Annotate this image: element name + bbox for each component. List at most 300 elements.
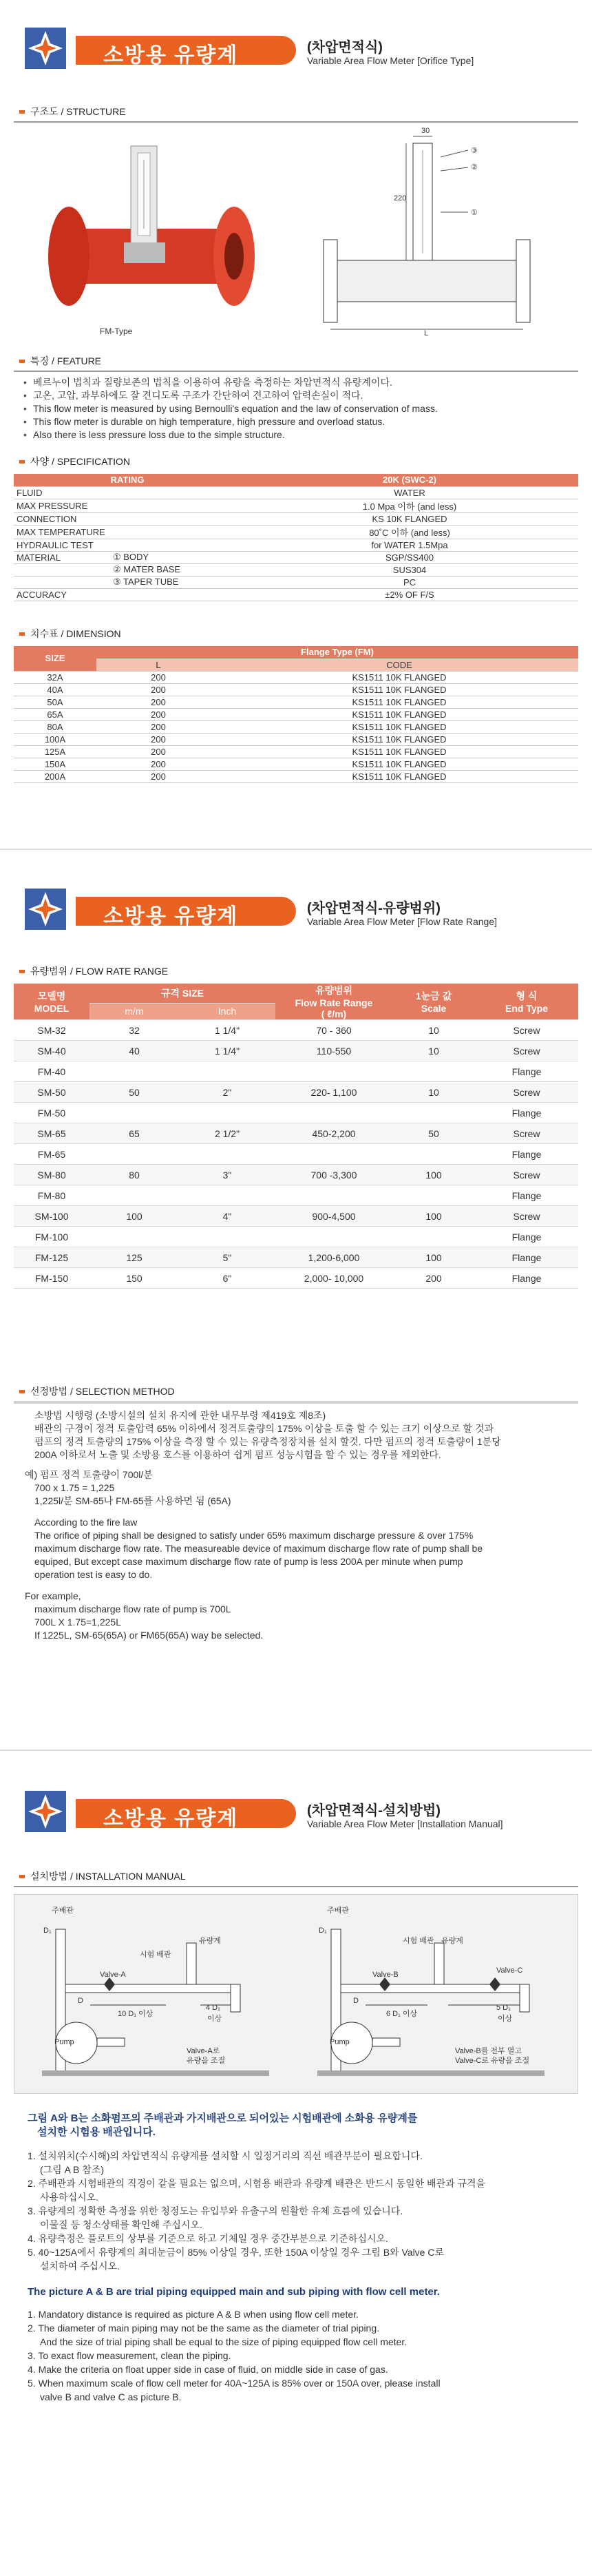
flow-type: Flange: [475, 1185, 578, 1206]
spec-sublabel: ① BODY: [110, 551, 241, 563]
spec-label: ACCURACY: [14, 588, 110, 601]
flow-header-row: [14, 984, 578, 1003]
flow-range: [275, 1144, 392, 1165]
dim-l: 200: [96, 758, 220, 770]
divider: [14, 121, 578, 123]
selection-ko-2: 배관의 구경이 정격 토출압력 65% 이하에서 정격토출량의 175% 이상을 토출 할 수 있는 크기 이상으로 할 것과: [34, 1423, 494, 1434]
spec-header-value: 20K (SWC-2): [241, 474, 578, 486]
b-flowmeter: 유량계: [441, 1937, 463, 1945]
section-banner-1: [0, 0, 592, 90]
spec-label: HYDRAULIC TEST: [14, 539, 110, 551]
install-ko-item: 5. 40~125A에서 유량계의 최대눈금이 85% 이상일 경우, 또한 150A 이상일 경우 그림 B와 Valve C로: [28, 2247, 444, 2258]
install-ko-item: (그림 A B 참조): [40, 2164, 104, 2175]
flow-mm: 100: [89, 1206, 179, 1227]
spec-header-row: [14, 474, 578, 486]
selection-ex-en-title: For example,: [25, 1590, 81, 1601]
selection-ko-4: 200A 이하로서 노출 및 소방용 호스를 이용하여 쉽게 펌프 성능시험을 할 수 있는 경우를 제외한다.: [34, 1449, 441, 1460]
a-valve-note2: 유량을 조절: [187, 2057, 226, 2065]
install-en-item: 4. Make the criteria on float upper side in case of fluid, on middle side in case of gas.: [28, 2364, 388, 2375]
flow-range: 700 -3,300: [275, 1165, 392, 1185]
dim-size: 40A: [14, 683, 96, 696]
spec-value: for WATER 1.5Mpa: [241, 539, 578, 551]
company-logo-icon: [25, 1791, 66, 1832]
a-four-d: 4 D₁: [206, 2004, 220, 2012]
flow-row: [14, 1041, 578, 1061]
flow-range-heading: 유량범위 / FLOW RATE RANGE: [14, 962, 289, 981]
install-ko-head-2: 설치한 시험용 배관입니다.: [37, 2126, 156, 2138]
spec-header-rating: RATING: [14, 474, 241, 486]
spec-value: WATER: [241, 486, 578, 499]
dim-row: [14, 696, 578, 708]
selection-en-1: The orifice of piping shall be designed to satisfy under 65% maximum discharge pressure & over 175%: [34, 1530, 474, 1541]
flow-row: [14, 1165, 578, 1185]
flow-mm: 65: [89, 1123, 179, 1144]
install-ko-item: 3. 유량계의 정확한 측정을 위한 청정도는 유입부와 유출구의 원활한 유체 흐름에 있습니다.: [28, 2205, 403, 2216]
spec-label: [14, 563, 110, 576]
flow-range: 70 - 360: [275, 1020, 392, 1041]
spec-row: [14, 499, 578, 512]
flow-row: [14, 1247, 578, 1268]
selection-ex-ko-1: 예) 펌프 정격 토출량이 700l/분: [25, 1469, 153, 1480]
flow-model: FM-125: [14, 1247, 89, 1268]
spec-value: 80˚C 이하 (and less): [241, 525, 578, 539]
dim-l: 200: [96, 708, 220, 720]
b-five-d-sub: 이상: [498, 2015, 513, 2023]
spec-value: ±2% OF F/S: [241, 588, 578, 601]
heading-bullet: [19, 1390, 25, 1393]
dim-row: [14, 708, 578, 720]
install-en-item: 5. When maximum scale of flow cell meter for 40A~125A is 85% over or 150A over, please install: [28, 2378, 441, 2389]
flow-inch: [179, 1103, 275, 1123]
spec-label: [14, 576, 110, 588]
structure-technical-drawing: [303, 129, 551, 336]
flow-type: Screw: [475, 1082, 578, 1103]
dim-code: KS1511 10K FLANGED: [220, 758, 578, 770]
selection-en-3: equiped, But except case maximum discharge flow rate of pump is less 200A per minute when pump: [34, 1556, 463, 1567]
b-valve-note2: Valve-C로 유량을 조절: [455, 2057, 530, 2065]
feature-list: [23, 376, 574, 442]
dim-l: 200: [96, 671, 220, 683]
section-subtitle-en: Variable Area Flow Meter [Orifice Type]: [307, 55, 474, 66]
flow-range: [275, 1227, 392, 1247]
flow-mm: 32: [89, 1020, 179, 1041]
flow-type: Flange: [475, 1144, 578, 1165]
spec-row: [14, 576, 578, 588]
flow-inch: 3": [179, 1165, 275, 1185]
dim-size: 125A: [14, 745, 96, 758]
section-subtitle-en: Variable Area Flow Meter [Installation Manual]: [307, 1818, 503, 1829]
flow-row: [14, 1123, 578, 1144]
flow-mm: [89, 1061, 179, 1082]
dim-code: KS1511 10K FLANGED: [220, 671, 578, 683]
b-d1: D₁: [319, 1926, 327, 1935]
flow-model: FM-150: [14, 1268, 89, 1289]
selection-ex-en-3: If 1225L, SM-65(65A) or FM65(65A) way be selected.: [34, 1630, 264, 1641]
flow-scale: 10: [392, 1082, 475, 1103]
section-separator: [0, 1749, 592, 1751]
flow-row: [14, 1103, 578, 1123]
b-trial-pipe: 시험 배관: [403, 1937, 434, 1945]
spec-sublabel: [110, 486, 241, 499]
install-text: [28, 2112, 571, 2404]
feature-item: • 고온, 고압, 과부하에도 잘 견디도록 구조가 간단하여 견고하여 압력손실이 적다.: [23, 389, 574, 402]
selection-en-2: maximum discharge flow rate. The measureable device of maximum discharge flow rate of pump shall be: [34, 1543, 483, 1554]
b-d: D: [353, 1997, 359, 2005]
flow-scale: [392, 1061, 475, 1082]
install-en-item: 1. Mandatory distance is required as picture A & B when using flow cell meter.: [28, 2309, 359, 2320]
flow-type: Flange: [475, 1227, 578, 1247]
flow-type: Screw: [475, 1041, 578, 1061]
dim-l: 200: [96, 720, 220, 733]
a-valve-note: Valve-A로: [187, 2047, 220, 2055]
flow-mm: [89, 1144, 179, 1165]
flow-range: [275, 1103, 392, 1123]
dim-row: [14, 770, 578, 782]
install-en-item: And the size of trial piping shall be equal to the size of piping equipped flow cell meter.: [40, 2336, 408, 2347]
flow-scale: [392, 1227, 475, 1247]
selection-text: [25, 1409, 575, 1642]
install-en-item: 3. To exact flow measurement, clean the piping.: [28, 2350, 231, 2361]
a-pump: Pump: [54, 2038, 74, 2046]
a-d: D: [78, 1997, 83, 2005]
spec-sublabel: [110, 499, 241, 512]
dim-row: [14, 733, 578, 745]
dim-code: KS1511 10K FLANGED: [220, 770, 578, 782]
install-en-item: 2. The diameter of main piping may not be the same as the diameter of trial piping.: [28, 2323, 380, 2334]
b-main-pipe: 주배관: [327, 1907, 349, 1915]
section-banner-3: [0, 1763, 592, 1853]
dim-code: KS1511 10K FLANGED: [220, 745, 578, 758]
flow-scale: 10: [392, 1020, 475, 1041]
flow-model: SM-50: [14, 1082, 89, 1103]
flow-inch: 6": [179, 1268, 275, 1289]
flow-header-mm: m/m: [89, 1003, 179, 1019]
flow-header-inch: Inch: [179, 1003, 275, 1019]
flow-type: Flange: [475, 1103, 578, 1123]
flow-mm: 125: [89, 1247, 179, 1268]
spec-sublabel: ② MATER BASE: [110, 563, 241, 576]
flow-range: 2,000- 10,000: [275, 1268, 392, 1289]
dim-l: 200: [96, 770, 220, 782]
flow-model: SM-65: [14, 1123, 89, 1144]
selection-ex-ko-3: 1,225l/분 SM-65나 FM-65를 사용하면 됨 (65A): [34, 1495, 231, 1506]
flow-header-type: 형 식 End Type: [475, 984, 578, 1020]
company-logo-icon: [25, 889, 66, 930]
dim-size: 200A: [14, 770, 96, 782]
spec-row: [14, 512, 578, 525]
flow-model: FM-50: [14, 1103, 89, 1123]
dim-size: 150A: [14, 758, 96, 770]
callout-2: ②: [471, 163, 478, 172]
flow-type: Flange: [475, 1268, 578, 1289]
flow-type: Screw: [475, 1206, 578, 1227]
install-ko-list: [28, 2149, 571, 2273]
spec-label: MAX TEMPERATURE: [14, 525, 110, 539]
spec-table: [14, 474, 578, 601]
heading-bullet: [19, 1875, 25, 1878]
install-ko-item: 1. 설치위치(수시해)의 차압면적식 유량계를 설치할 시 일정거리의 직선 배관부분이 필요합니다.: [28, 2150, 423, 2161]
flow-model: SM-40: [14, 1041, 89, 1061]
flow-model: FM-65: [14, 1144, 89, 1165]
dim-subheader-row: [14, 658, 578, 671]
flow-mm: 150: [89, 1268, 179, 1289]
b-pump: Pump: [330, 2038, 350, 2046]
a-ten-d: 10 D₁ 이상: [118, 2010, 154, 2018]
b-valve-c: Valve-C: [496, 1966, 523, 1975]
structure-heading: 구조도 / STRUCTURE: [14, 102, 289, 121]
flow-range: 900-4,500: [275, 1206, 392, 1227]
callout-3: ③: [471, 147, 478, 155]
flow-inch: 2": [179, 1082, 275, 1103]
flow-scale: 200: [392, 1268, 475, 1289]
flow-inch: 1 1/4": [179, 1041, 275, 1061]
section-subtitle-en: Variable Area Flow Meter [Flow Rate Range]: [307, 916, 497, 927]
heading-bullet: [19, 632, 25, 636]
spec-row: [14, 525, 578, 539]
spec-value: SUS304: [241, 563, 578, 576]
flow-header-scale: 1눈금 값 Scale: [392, 984, 475, 1020]
spec-label: MAX PRESSURE: [14, 499, 110, 512]
flow-model: FM-100: [14, 1227, 89, 1247]
dim-l: 200: [96, 733, 220, 745]
flow-mm: [89, 1103, 179, 1123]
a-d1: D₁: [43, 1926, 52, 1935]
spec-sublabel: [110, 588, 241, 601]
dim-code: KS1511 10K FLANGED: [220, 733, 578, 745]
selection-ex-en-1: maximum discharge flow rate of pump is 700L: [34, 1603, 231, 1614]
heading-bullet: [19, 360, 25, 363]
install-ko-item: 4. 유량측정은 플로트의 상부를 기준으로 하고 기체일 경우 중간부분으로 기준하십시오.: [28, 2233, 388, 2244]
spec-row: [14, 563, 578, 576]
dim-row: [14, 745, 578, 758]
section-subtitle-ko: (차압면적식): [307, 40, 383, 55]
dim-row: [14, 683, 578, 696]
flow-type: Screw: [475, 1123, 578, 1144]
spec-sublabel: [110, 525, 241, 539]
selection-ko-1: 소방법 시행령 (소방시설의 설치 유지에 관한 내무부령 제419호 제8조): [34, 1410, 326, 1421]
install-heading: 설치방법 / INSTALLATION MANUAL: [14, 1867, 289, 1886]
divider: [14, 371, 578, 372]
dim-size: 100A: [14, 733, 96, 745]
flow-mm: 40: [89, 1041, 179, 1061]
b-five-d: 5 D₁: [496, 2004, 511, 2012]
b-valve-note: Valve-B를 전부 열고: [455, 2047, 522, 2055]
dim-size: 80A: [14, 720, 96, 733]
company-logo-icon: [25, 28, 66, 69]
flow-range-table: [14, 984, 578, 1289]
spec-row: [14, 486, 578, 499]
spec-value: KS 10K FLANGED: [241, 512, 578, 525]
install-ko-head-1: 그림 A와 B는 소화펌프의 주배관과 가지배관으로 되어있는 시험배관에 소화용 유량계를: [28, 2112, 418, 2124]
heading-bullet: [19, 460, 25, 464]
feature-item: • This flow meter is measured by using Bernoulli's equation and the law of conservation of mass.: [23, 402, 574, 415]
dim-header-row: [14, 646, 578, 658]
install-ko-item: 이물질 등 청소상태를 확인해 주십시오.: [40, 2219, 202, 2230]
dim-code: KS1511 10K FLANGED: [220, 683, 578, 696]
flow-scale: 50: [392, 1123, 475, 1144]
flow-header-size: 규격 SIZE: [89, 984, 275, 1003]
structure-drawing: [14, 125, 578, 346]
flow-scale: 100: [392, 1206, 475, 1227]
section-title: 소방용 유량계: [103, 905, 239, 928]
flow-row: [14, 1144, 578, 1165]
dim-row: [14, 671, 578, 683]
flow-mm: [89, 1227, 179, 1247]
dim-header-flange: Flange Type (FM): [96, 646, 578, 658]
flow-mm: 80: [89, 1165, 179, 1185]
dim-header-size: SIZE: [14, 646, 96, 671]
flow-mm: 50: [89, 1082, 179, 1103]
section-subtitle-ko: (차압면적식-설치방법): [307, 1803, 441, 1818]
flow-range: 450-2,200: [275, 1123, 392, 1144]
spec-row: [14, 539, 578, 551]
selection-en-4: operation test is easy to do.: [34, 1569, 153, 1580]
flow-row: [14, 1185, 578, 1206]
feature-item: • 베르누이 법칙과 질량보존의 법칙을 이용하여 유량을 측정하는 차압면적식 유량계이다.: [23, 376, 574, 389]
flow-inch: 4": [179, 1206, 275, 1227]
flow-inch: [179, 1185, 275, 1206]
flow-inch: [179, 1144, 275, 1165]
flow-model: SM-100: [14, 1206, 89, 1227]
dim-l: 200: [96, 683, 220, 696]
a-valve-a: Valve-A: [100, 1971, 126, 1979]
flow-model: SM-32: [14, 1020, 89, 1041]
install-en-head: The picture A & B are trial piping equipped main and sub piping with flow cell meter.: [28, 2286, 440, 2298]
flow-inch: 5": [179, 1247, 275, 1268]
spec-row: [14, 588, 578, 601]
divider: [14, 1401, 578, 1404]
section-title: 소방용 유량계: [103, 1807, 239, 1830]
b-six-d: 6 D₁ 이상: [386, 2010, 418, 2018]
flow-model: SM-80: [14, 1165, 89, 1185]
flow-mm: [89, 1185, 179, 1206]
flow-inch: 2 1/2": [179, 1123, 275, 1144]
flow-header-model: 모델명 MODEL: [14, 984, 89, 1020]
flow-header-range: 유량범위 Flow Rate Range ( ℓ/m): [275, 984, 392, 1020]
dim-l: 200: [96, 745, 220, 758]
flow-type: Flange: [475, 1247, 578, 1268]
flowmeter-product-image: [41, 132, 262, 339]
dim-size: 32A: [14, 671, 96, 683]
install-diagram: [14, 1894, 578, 2094]
flow-inch: [179, 1227, 275, 1247]
flow-row: [14, 1082, 578, 1103]
install-ko-item: 사용하십시오.: [40, 2192, 99, 2203]
install-diagram-a: [28, 1902, 290, 2088]
flow-range: 110-550: [275, 1041, 392, 1061]
flow-type: Flange: [475, 1061, 578, 1082]
dim-code: KS1511 10K FLANGED: [220, 696, 578, 708]
install-en-item: valve B and valve C as picture B.: [40, 2391, 182, 2402]
dim-header-code: CODE: [220, 658, 578, 671]
flow-range: [275, 1061, 392, 1082]
install-ko-item: 설치하여 주십시오.: [40, 2261, 120, 2272]
flow-row: [14, 1268, 578, 1289]
a-main-pipe: 주배관: [52, 1907, 74, 1915]
spec-row: [14, 551, 578, 563]
dim-size: 65A: [14, 708, 96, 720]
selection-heading: 선정방법 / SELECTION METHOD: [14, 1382, 289, 1401]
flow-row: [14, 1206, 578, 1227]
feature-heading: 특징 / FEATURE: [14, 351, 289, 371]
selection-ex-ko-2: 700 x 1.75 = 1,225: [34, 1482, 115, 1493]
spec-value: 1.0 Mpa 이하 (and less): [241, 499, 578, 512]
flow-scale: [392, 1144, 475, 1165]
selection-en-title: According to the fire law: [34, 1517, 138, 1528]
flow-model: FM-80: [14, 1185, 89, 1206]
flow-type: Screw: [475, 1165, 578, 1185]
feature-item: • This flow meter is durable on high temperature, high pressure and overload status.: [23, 415, 574, 428]
spec-sublabel: ③ TAPER TUBE: [110, 576, 241, 588]
product-caption: FM-Type: [100, 326, 133, 336]
spec-value: PC: [241, 576, 578, 588]
flow-scale: [392, 1185, 475, 1206]
flow-type: Screw: [475, 1020, 578, 1041]
dim-l: 200: [96, 696, 220, 708]
flow-scale: [392, 1103, 475, 1123]
dim-height: 220: [394, 194, 407, 202]
section-banner-2: [0, 861, 592, 951]
flow-scale: 100: [392, 1165, 475, 1185]
flow-scale: 100: [392, 1247, 475, 1268]
spec-label: FLUID: [14, 486, 110, 499]
flow-model: FM-40: [14, 1061, 89, 1082]
dim-row: [14, 758, 578, 770]
section-separator: [0, 849, 592, 850]
selection-ex-en-2: 700L X 1.75=1,225L: [34, 1617, 121, 1628]
selection-ko-3: 펌프의 정격 토출량의 175% 이상을 측정 할 수 있는 유량측정장치를 설치 할것. 다만 펌프의 정격 토출량이 1분당: [34, 1436, 501, 1447]
spec-label: MATERIAL: [14, 551, 110, 563]
dimension-heading: 치수표 / DIMENSION: [14, 624, 289, 643]
install-ko-item: 2. 주배관과 시험배관의 직경이 같을 필요는 없으며, 시험용 배관과 유량계 배관은 반드시 동일한 배관과 규격을: [28, 2178, 486, 2189]
a-flowmeter: 유량계: [199, 1937, 221, 1945]
dim-length: L: [424, 329, 429, 337]
dimension-table: [14, 646, 578, 783]
flow-row: [14, 1227, 578, 1247]
dim-code: KS1511 10K FLANGED: [220, 708, 578, 720]
flow-scale: 10: [392, 1041, 475, 1061]
dim-row: [14, 720, 578, 733]
dim-code: KS1511 10K FLANGED: [220, 720, 578, 733]
flow-range: [275, 1185, 392, 1206]
a-four-d-sub: 이상: [207, 2015, 222, 2023]
heading-bullet: [19, 110, 25, 114]
flow-inch: 1 1/4": [179, 1020, 275, 1041]
install-en-list: [28, 2307, 571, 2404]
flow-row: [14, 1061, 578, 1082]
spec-heading: 사양 / SPECIFICATION: [14, 452, 289, 471]
section-subtitle-ko: (차압면적식-유량범위): [307, 901, 441, 916]
divider: [14, 1886, 578, 1887]
spec-sublabel: [110, 512, 241, 525]
section-title: 소방용 유량계: [103, 44, 239, 67]
heading-bullet: [19, 970, 25, 973]
flow-range: 1,200-6,000: [275, 1247, 392, 1268]
flow-inch: [179, 1061, 275, 1082]
flow-row: [14, 1020, 578, 1041]
dim-header-l: L: [96, 658, 220, 671]
b-valve-b: Valve-B: [372, 1971, 399, 1979]
spec-label: CONNECTION: [14, 512, 110, 525]
feature-item: • Also there is less pressure loss due to the simple structure.: [23, 428, 574, 442]
callout-1: ①: [471, 209, 478, 217]
dim-size: 50A: [14, 696, 96, 708]
spec-sublabel: [110, 539, 241, 551]
a-trial-pipe: 시험 배관: [140, 1951, 171, 1959]
spec-value: SGP/SS400: [241, 551, 578, 563]
dim-top: 30: [421, 127, 430, 135]
flow-range: 220- 1,100: [275, 1082, 392, 1103]
